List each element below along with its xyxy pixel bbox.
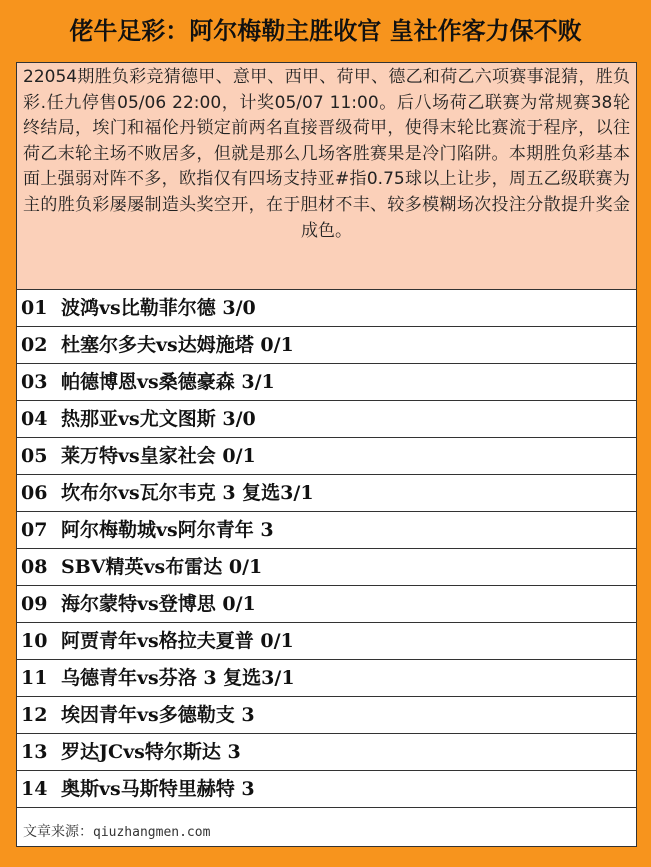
source-url[interactable]: qiuzhangmen.com: [93, 825, 211, 840]
source-label: 文章来源：: [23, 824, 93, 840]
match-pick: 阿尔梅勒城vs阿尔青年 3: [61, 519, 274, 541]
match-row: [17, 401, 636, 438]
match-row: [17, 660, 636, 697]
match-pick: SBV精英vs布雷达 0/1: [61, 556, 263, 578]
match-pick: 奥斯vs马斯特里赫特 3: [61, 778, 255, 800]
match-pick: 帕德博恩vs桑德豪森 3/1: [61, 371, 275, 393]
match-row: [17, 771, 636, 808]
content-card: [16, 62, 637, 847]
match-number: 01: [21, 297, 48, 319]
intro-paragraph: 22054期胜负彩竞猜德甲、意甲、西甲、荷甲、德乙和荷乙六项赛事混猜，胜负彩.任九停售05/06 22:00，计奖05/07 11:00。后八场荷乙联赛为常规赛38轮终结局，埃门和福伦丹锁定前两名直接晋级荷甲，使得末轮比赛流于程序，以往荷乙末轮主场不败居多，但就是那么几场客胜赛果是冷门陷阱。本期胜负彩基本面上强弱对阵不多，欧指仅有四场支持亚#指0.75球以上让步，周五乙级联赛为主的胜负彩屡屡制造头奖空开，在于胆材不丰、较多模糊场次投注分散提升奖金成色。: [17, 63, 636, 290]
source-line: [23, 821, 210, 841]
match-pick: 坎布尔vs瓦尔韦克 3 复选3/1: [61, 482, 314, 504]
match-row: [17, 290, 636, 327]
page-title: 佬牛足彩：阿尔梅勒主胜收官 皇社作客力保不败: [69, 17, 582, 45]
match-row: [17, 734, 636, 771]
match-number: 03: [21, 371, 48, 393]
match-number: 04: [21, 408, 48, 430]
match-number: 07: [21, 519, 48, 541]
match-row: [17, 697, 636, 734]
match-row: [17, 586, 636, 623]
match-row: [17, 438, 636, 475]
match-pick: 阿贾青年vs格拉夫夏普 0/1: [61, 630, 294, 652]
match-row: [17, 327, 636, 364]
match-number: 10: [21, 630, 48, 652]
match-row: [17, 364, 636, 401]
match-pick: 海尔蒙特vs登博思 0/1: [61, 593, 256, 615]
match-number: 06: [21, 482, 48, 504]
match-pick: 热那亚vs尤文图斯 3/0: [61, 408, 256, 430]
match-number: 08: [21, 556, 48, 578]
match-number: 13: [21, 741, 48, 763]
match-pick: 波鸿vs比勒菲尔德 3/0: [61, 297, 256, 319]
match-pick: 莱万特vs皇家社会 0/1: [61, 445, 256, 467]
match-pick: 罗达JCvs特尔斯达 3: [61, 741, 241, 763]
match-number: 11: [21, 667, 48, 689]
match-number: 02: [21, 334, 48, 356]
match-list: [17, 290, 636, 808]
match-row: [17, 512, 636, 549]
match-pick: 埃因青年vs多德勒支 3: [61, 704, 255, 726]
match-number: 09: [21, 593, 48, 615]
match-row: [17, 475, 636, 512]
match-row: [17, 549, 636, 586]
match-pick: 杜塞尔多夫vs达姆施塔 0/1: [61, 334, 294, 356]
match-number: 14: [21, 778, 48, 800]
match-number: 12: [21, 704, 48, 726]
match-number: 05: [21, 445, 48, 467]
match-pick: 乌德青年vs芬洛 3 复选3/1: [61, 667, 295, 689]
match-row: [17, 623, 636, 660]
